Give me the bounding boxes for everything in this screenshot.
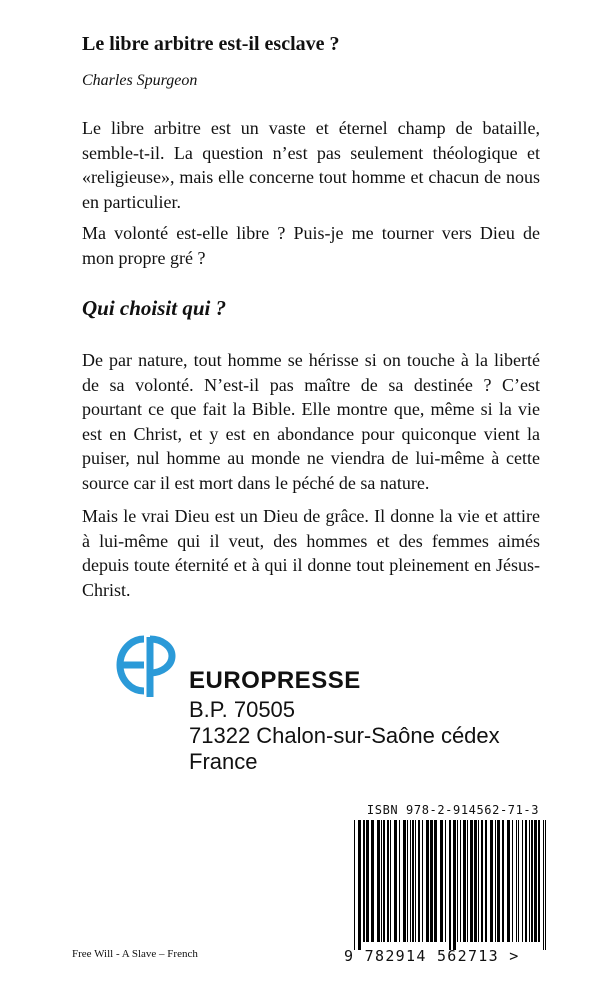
question-paragraph: Ma volonté est-elle libre ? Puis-je me tourner vers Dieu de mon propre gré ? [82,223,540,268]
book-title: Le libre arbitre est-il esclave ? [82,33,340,55]
nature-paragraph: De par nature, tout homme se hérisse si on touche à la liberté de sa volonté. N’est-il pas maître de sa destinée ? C’est pourtant ce que fait la Bible. Elle montre que, même si la vie est en Christ, et y est en abondance pour quiconque vient la puiser, nul homme au monde ne viendra de lui-même à cette source car il est mort dans le péché de sa nature. [82,350,540,493]
isbn-label: ISBN 978-2-914562-71-3 [366,803,540,817]
section-subheading: Qui choisit qui ? [82,296,227,320]
footer-note: Free Will - A Slave – French [72,948,198,960]
isbn-digits: 9 782914 562713 > [344,947,520,965]
isbn-barcode-block [344,800,562,970]
barcode-icon [344,820,554,950]
author-name: Charles Spurgeon [82,72,198,89]
publisher-country: France [189,749,258,774]
publisher-city: 71322 Chalon-sur-Saône cédex [189,723,500,748]
grace-paragraph: Mais le vrai Dieu est un Dieu de grâce. Il donne la vie et attire à lui-même qui il veut, des hommes et des femmes aimés depuis toute éternité et à qui il donne tout pleinement en Jésus-Christ. [82,506,540,600]
intro-paragraph: Le libre arbitre est un vaste et éternel champ de bataille, semble-t-il. La question n’est pas seulement théologique et «religieuse», mais elle concerne tout homme et chacun de nous en particulier. [82,118,540,212]
publisher-po-box: B.P. 70505 [189,697,296,722]
publisher-name: EUROPRESSE [189,667,361,694]
ep-logo-icon [110,629,182,701]
